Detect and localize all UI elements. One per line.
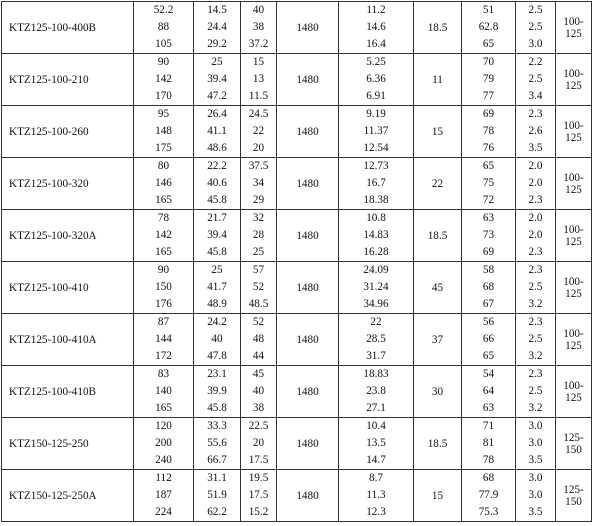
shaft-power-cell-value: 18.38 — [363, 194, 389, 206]
head-cell-value: 25 — [252, 246, 265, 258]
flow-alt-cell-value: 14.5 — [207, 4, 227, 16]
flow-alt-cell-value: 47.2 — [207, 90, 227, 102]
flow-alt-cell-value: 24.2 — [207, 316, 227, 328]
head-cell-value: 37.2 — [248, 38, 269, 50]
flow-alt-cell-value: 25 — [211, 264, 223, 276]
head-cell — [241, 470, 277, 522]
speed-cell: 1480 — [277, 2, 339, 54]
pump-spec-table — [1, 1, 592, 522]
head-cell-value: 17.5 — [248, 489, 269, 501]
motor-power-cell: 11 — [414, 54, 462, 106]
flow-alt-cell-value: 31.1 — [207, 472, 227, 484]
flow-cell-value: 187 — [155, 489, 172, 501]
flow-cell-value: 52.2 — [153, 4, 174, 16]
head-cell-value: 40 — [252, 4, 265, 16]
table-row — [2, 418, 592, 470]
head-cell-value: 24.5 — [248, 108, 269, 120]
flow-alt-cell-value: 39.4 — [207, 229, 227, 241]
npsh-cell-value: 3.0 — [528, 472, 543, 484]
head-cell-value: 38 — [252, 21, 265, 33]
efficiency-cell-value: 71 — [482, 420, 495, 432]
motor-power-cell: 18.5 — [414, 2, 462, 54]
shaft-power-cell-value: 24.09 — [363, 264, 389, 276]
efficiency-cell-value: 76 — [482, 142, 495, 154]
npsh-cell-value: 3.2 — [528, 298, 543, 310]
speed-cell: 1480 — [277, 54, 339, 106]
flow-alt-cell-value: 48.6 — [207, 142, 227, 154]
flow-cell — [134, 158, 194, 210]
flow-alt-cell — [194, 158, 241, 210]
head-cell — [241, 106, 277, 158]
npsh-cell-value: 2.3 — [528, 108, 543, 120]
size-cell: 100-125 — [556, 262, 592, 314]
head-cell — [241, 366, 277, 418]
flow-cell-value: 165 — [155, 246, 172, 258]
efficiency-cell-value: 69 — [482, 108, 495, 120]
head-cell — [241, 262, 277, 314]
table-row — [2, 366, 592, 418]
flow-cell — [134, 106, 194, 158]
shaft-power-cell-value: 6.91 — [366, 90, 386, 102]
efficiency-cell — [462, 418, 516, 470]
flow-alt-cell-value: 66.7 — [207, 454, 227, 466]
efficiency-cell — [462, 106, 516, 158]
head-cell-value: 52 — [252, 316, 265, 328]
npsh-cell-value: 2.5 — [528, 281, 543, 293]
flow-cell — [134, 366, 194, 418]
size-cell: 125-150 — [556, 470, 592, 522]
shaft-power-cell-value: 31.7 — [366, 350, 386, 362]
motor-power-cell: 30 — [414, 366, 462, 418]
shaft-power-cell — [339, 314, 414, 366]
flow-cell-value: 172 — [155, 350, 172, 362]
table-row — [2, 262, 592, 314]
npsh-cell — [516, 106, 556, 158]
flow-cell-value: 176 — [155, 298, 172, 310]
npsh-cell-value: 3.0 — [528, 437, 543, 449]
head-cell-value: 13 — [252, 73, 265, 85]
npsh-cell-value: 2.3 — [528, 264, 543, 276]
flow-alt-cell-value: 55.6 — [207, 437, 227, 449]
efficiency-cell-value: 63 — [482, 402, 495, 414]
shaft-power-cell-value: 11.3 — [366, 489, 386, 501]
efficiency-cell-value: 75 — [482, 177, 495, 189]
shaft-power-cell-value: 16.28 — [363, 246, 389, 258]
npsh-cell-value: 2.5 — [528, 4, 543, 16]
flow-alt-cell-value: 23.1 — [207, 368, 227, 380]
flow-alt-cell-value: 40.6 — [207, 177, 227, 189]
flow-alt-cell-value: 41.1 — [207, 125, 227, 137]
shaft-power-cell-value: 11.2 — [366, 4, 386, 16]
head-cell-value: 29 — [252, 194, 265, 206]
flow-cell-value: 165 — [155, 194, 172, 206]
flow-alt-cell-value: 22.2 — [207, 160, 227, 172]
motor-power-cell: 18.5 — [414, 210, 462, 262]
efficiency-cell-value: 64 — [482, 385, 495, 397]
flow-alt-cell — [194, 470, 241, 522]
shaft-power-cell-value: 6.36 — [366, 73, 386, 85]
head-cell-value: 17.5 — [248, 454, 269, 466]
size-cell: 100-125 — [556, 106, 592, 158]
shaft-power-cell — [339, 54, 414, 106]
head-cell-value: 20 — [252, 142, 265, 154]
flow-alt-cell-value: 45.8 — [207, 402, 227, 414]
shaft-power-cell — [339, 470, 414, 522]
size-cell: 100-125 — [556, 54, 592, 106]
speed-cell: 1480 — [277, 210, 339, 262]
npsh-cell-value: 3.0 — [528, 489, 543, 501]
flow-alt-cell — [194, 314, 241, 366]
efficiency-cell-value: 51 — [482, 4, 495, 16]
npsh-cell-value: 2.5 — [528, 333, 543, 345]
efficiency-cell-value: 75.3 — [478, 506, 499, 518]
flow-alt-cell-value: 21.7 — [207, 212, 227, 224]
flow-cell-value: 148 — [155, 125, 172, 137]
efficiency-cell-value: 65 — [482, 350, 495, 362]
shaft-power-cell-value: 34.96 — [363, 298, 389, 310]
model-cell: KTZ125-100-320A — [2, 210, 134, 262]
flow-cell-value: 150 — [155, 281, 172, 293]
efficiency-cell-value: 62.8 — [478, 21, 499, 33]
flow-cell-value: 142 — [155, 73, 172, 85]
efficiency-cell — [462, 470, 516, 522]
flow-cell-value: 142 — [155, 229, 172, 241]
speed-cell: 1480 — [277, 262, 339, 314]
npsh-cell-value: 2.2 — [528, 56, 543, 68]
head-cell-value: 32 — [252, 212, 265, 224]
table-row — [2, 54, 592, 106]
shaft-power-cell-value: 16.7 — [366, 177, 386, 189]
flow-alt-cell-value: 41.7 — [207, 281, 227, 293]
efficiency-cell — [462, 366, 516, 418]
head-cell-value: 22.5 — [248, 420, 269, 432]
npsh-cell — [516, 210, 556, 262]
shaft-power-cell — [339, 262, 414, 314]
shaft-power-cell-value: 16.4 — [366, 38, 386, 50]
efficiency-cell-value: 54 — [482, 368, 495, 380]
shaft-power-cell-value: 14.6 — [366, 21, 386, 33]
efficiency-cell — [462, 158, 516, 210]
efficiency-cell-value: 78 — [482, 454, 495, 466]
efficiency-cell-value: 70 — [482, 56, 495, 68]
flow-cell-value: 95 — [157, 108, 170, 120]
flow-alt-cell-value: 48.9 — [207, 298, 227, 310]
model-cell: KTZ150-125-250 — [2, 418, 134, 470]
shaft-power-cell-value: 14.83 — [363, 229, 389, 241]
shaft-power-cell — [339, 158, 414, 210]
efficiency-cell — [462, 54, 516, 106]
npsh-cell-value: 2.0 — [528, 229, 543, 241]
head-cell-value: 15 — [252, 56, 265, 68]
motor-power-cell: 22 — [414, 158, 462, 210]
efficiency-cell — [462, 210, 516, 262]
flow-alt-cell-value: 51.9 — [207, 489, 227, 501]
shaft-power-cell — [339, 210, 414, 262]
head-cell-value: 28 — [252, 229, 265, 241]
flow-cell-value: 90 — [157, 264, 170, 276]
efficiency-cell-value: 78 — [482, 125, 495, 137]
efficiency-cell-value: 56 — [482, 316, 495, 328]
shaft-power-cell-value: 13.5 — [366, 437, 386, 449]
flow-cell — [134, 2, 194, 54]
shaft-power-cell-value: 14.7 — [366, 454, 386, 466]
npsh-cell-value: 3.2 — [528, 402, 543, 414]
flow-cell — [134, 262, 194, 314]
head-cell-value: 57 — [252, 264, 265, 276]
shaft-power-cell-value: 22 — [370, 316, 382, 328]
efficiency-cell — [462, 314, 516, 366]
head-cell-value: 48 — [252, 333, 265, 345]
shaft-power-cell-value: 27.1 — [366, 402, 386, 414]
model-cell: KTZ125-100-210 — [2, 54, 134, 106]
head-cell-value: 40 — [252, 385, 265, 397]
head-cell-value: 19.5 — [248, 472, 269, 484]
shaft-power-cell-value: 18.83 — [363, 368, 389, 380]
flow-cell — [134, 210, 194, 262]
flow-alt-cell-value: 29.2 — [207, 38, 227, 50]
efficiency-cell-value: 81 — [482, 437, 495, 449]
flow-cell-value: 80 — [157, 160, 170, 172]
npsh-cell — [516, 314, 556, 366]
npsh-cell-value: 3.0 — [528, 420, 543, 432]
npsh-cell-value: 3.2 — [528, 350, 543, 362]
flow-alt-cell — [194, 418, 241, 470]
speed-cell: 1480 — [277, 366, 339, 418]
head-cell-value: 37.5 — [248, 160, 269, 172]
size-cell: 125-150 — [556, 418, 592, 470]
table-row — [2, 470, 592, 522]
flow-alt-cell — [194, 2, 241, 54]
table-row — [2, 2, 592, 54]
npsh-cell-value: 2.5 — [528, 73, 543, 85]
efficiency-cell-value: 77.9 — [478, 489, 499, 501]
size-cell: 100-125 — [556, 158, 592, 210]
flow-alt-cell — [194, 366, 241, 418]
flow-cell-value: 120 — [155, 420, 172, 432]
model-cell: KTZ125-100-260 — [2, 106, 134, 158]
head-cell — [241, 158, 277, 210]
npsh-cell-value: 3.5 — [528, 454, 543, 466]
npsh-cell-value: 3.5 — [528, 506, 543, 518]
flow-alt-cell-value: 45.8 — [207, 194, 227, 206]
npsh-cell-value: 2.5 — [528, 385, 543, 397]
flow-cell — [134, 54, 194, 106]
flow-alt-cell-value: 45.8 — [207, 246, 227, 258]
flow-cell-value: 83 — [157, 368, 170, 380]
shaft-power-cell — [339, 2, 414, 54]
npsh-cell-value: 2.0 — [528, 212, 543, 224]
efficiency-cell-value: 73 — [482, 229, 495, 241]
head-cell — [241, 210, 277, 262]
shaft-power-cell-value: 11.37 — [363, 125, 389, 137]
npsh-cell — [516, 158, 556, 210]
flow-cell-value: 144 — [155, 333, 172, 345]
npsh-cell-value: 2.0 — [528, 160, 543, 172]
head-cell — [241, 54, 277, 106]
flow-cell-value: 112 — [155, 472, 172, 484]
npsh-cell — [516, 418, 556, 470]
efficiency-cell-value: 65 — [482, 38, 495, 50]
head-cell-value: 52 — [252, 281, 265, 293]
head-cell-value: 22 — [252, 125, 265, 137]
efficiency-cell-value: 68 — [482, 281, 495, 293]
flow-cell — [134, 418, 194, 470]
npsh-cell — [516, 262, 556, 314]
table-row — [2, 158, 592, 210]
shaft-power-cell-value: 12.3 — [366, 506, 386, 518]
head-cell-value: 15.2 — [248, 506, 269, 518]
efficiency-cell — [462, 262, 516, 314]
flow-cell-value: 175 — [155, 142, 172, 154]
npsh-cell-value: 2.0 — [528, 177, 543, 189]
flow-alt-cell — [194, 54, 241, 106]
flow-cell-value: 146 — [155, 177, 172, 189]
head-cell-value: 45 — [252, 368, 265, 380]
npsh-cell — [516, 366, 556, 418]
shaft-power-cell-value: 5.25 — [366, 56, 386, 68]
flow-cell-value: 90 — [157, 56, 170, 68]
efficiency-cell — [462, 2, 516, 54]
speed-cell: 1480 — [277, 158, 339, 210]
flow-alt-cell — [194, 106, 241, 158]
npsh-cell-value: 2.5 — [528, 21, 543, 33]
flow-alt-cell-value: 39.9 — [207, 385, 227, 397]
head-cell-value: 38 — [252, 402, 265, 414]
speed-cell: 1480 — [277, 418, 339, 470]
flow-alt-cell — [194, 262, 241, 314]
speed-cell: 1480 — [277, 470, 339, 522]
flow-alt-cell-value: 33.3 — [207, 420, 227, 432]
model-cell: KTZ125-100-410A — [2, 314, 134, 366]
table-row — [2, 314, 592, 366]
efficiency-cell-value: 66 — [482, 333, 495, 345]
npsh-cell-value: 2.6 — [528, 125, 543, 137]
npsh-cell-value: 3.0 — [528, 38, 543, 50]
flow-cell-value: 87 — [157, 316, 170, 328]
head-cell-value: 48.5 — [248, 298, 269, 310]
model-cell: KTZ125-100-400B — [2, 2, 134, 54]
efficiency-cell-value: 77 — [482, 90, 495, 102]
model-cell: KTZ125-100-320 — [2, 158, 134, 210]
flow-cell-value: 224 — [155, 506, 172, 518]
shaft-power-cell-value: 8.7 — [369, 472, 383, 484]
flow-cell-value: 78 — [157, 212, 170, 224]
head-cell — [241, 314, 277, 366]
flow-cell-value: 105 — [155, 38, 172, 50]
npsh-cell — [516, 470, 556, 522]
size-cell: 100-125 — [556, 366, 592, 418]
npsh-cell-value: 2.3 — [528, 194, 543, 206]
npsh-cell-value: 2.3 — [528, 316, 543, 328]
efficiency-cell-value: 67 — [482, 298, 495, 310]
npsh-cell — [516, 2, 556, 54]
efficiency-cell-value: 72 — [482, 194, 495, 206]
flow-cell — [134, 470, 194, 522]
shaft-power-cell — [339, 106, 414, 158]
motor-power-cell: 37 — [414, 314, 462, 366]
shaft-power-cell-value: 12.73 — [363, 160, 389, 172]
motor-power-cell: 15 — [414, 106, 462, 158]
model-cell: KTZ125-100-410 — [2, 262, 134, 314]
flow-alt-cell-value: 62.2 — [207, 506, 227, 518]
flow-alt-cell-value: 40 — [211, 333, 223, 345]
flow-cell-value: 170 — [155, 90, 172, 102]
shaft-power-cell — [339, 366, 414, 418]
efficiency-cell-value: 68 — [482, 472, 495, 484]
head-cell-value: 20 — [252, 437, 265, 449]
shaft-power-cell-value: 28.5 — [366, 333, 386, 345]
npsh-cell — [516, 54, 556, 106]
size-cell: 100-125 — [556, 2, 592, 54]
efficiency-cell-value: 65 — [482, 160, 495, 172]
flow-cell-value: 240 — [155, 454, 172, 466]
head-cell — [241, 2, 277, 54]
table-row — [2, 210, 592, 262]
shaft-power-cell-value: 10.4 — [366, 420, 386, 432]
head-cell-value: 34 — [252, 177, 265, 189]
flow-cell-value: 140 — [155, 385, 172, 397]
flow-alt-cell-value: 25 — [211, 56, 223, 68]
motor-power-cell: 45 — [414, 262, 462, 314]
shaft-power-cell-value: 23.8 — [366, 385, 386, 397]
efficiency-cell-value: 69 — [482, 246, 495, 258]
efficiency-cell-value: 63 — [482, 212, 495, 224]
head-cell-value: 11.5 — [248, 90, 269, 102]
npsh-cell-value: 3.4 — [528, 90, 543, 102]
flow-alt-cell — [194, 210, 241, 262]
head-cell — [241, 418, 277, 470]
npsh-cell-value: 3.5 — [528, 142, 543, 154]
flow-cell-value: 165 — [155, 402, 172, 414]
flow-alt-cell-value: 47.8 — [207, 350, 227, 362]
model-cell: KTZ150-125-250A — [2, 470, 134, 522]
speed-cell: 1480 — [277, 314, 339, 366]
shaft-power-cell — [339, 418, 414, 470]
npsh-cell-value: 2.3 — [528, 246, 543, 258]
efficiency-cell-value: 58 — [482, 264, 495, 276]
model-cell: KTZ125-100-410B — [2, 366, 134, 418]
efficiency-cell-value: 79 — [482, 73, 495, 85]
shaft-power-cell-value: 12.54 — [363, 142, 389, 154]
flow-alt-cell-value: 26.4 — [207, 108, 227, 120]
size-cell: 100-125 — [556, 210, 592, 262]
motor-power-cell: 18.5 — [414, 418, 462, 470]
head-cell-value: 44 — [252, 350, 265, 362]
motor-power-cell: 15 — [414, 470, 462, 522]
shaft-power-cell-value: 10.8 — [366, 212, 386, 224]
flow-alt-cell-value: 39.4 — [207, 73, 227, 85]
flow-cell-value: 200 — [155, 437, 172, 449]
speed-cell: 1480 — [277, 106, 339, 158]
flow-cell-value: 88 — [157, 21, 170, 33]
shaft-power-cell-value: 31.24 — [363, 281, 389, 293]
flow-cell — [134, 314, 194, 366]
size-cell: 100-125 — [556, 314, 592, 366]
npsh-cell-value: 2.3 — [528, 368, 543, 380]
table-row — [2, 106, 592, 158]
flow-alt-cell-value: 24.4 — [207, 21, 227, 33]
shaft-power-cell-value: 9.19 — [366, 108, 386, 120]
